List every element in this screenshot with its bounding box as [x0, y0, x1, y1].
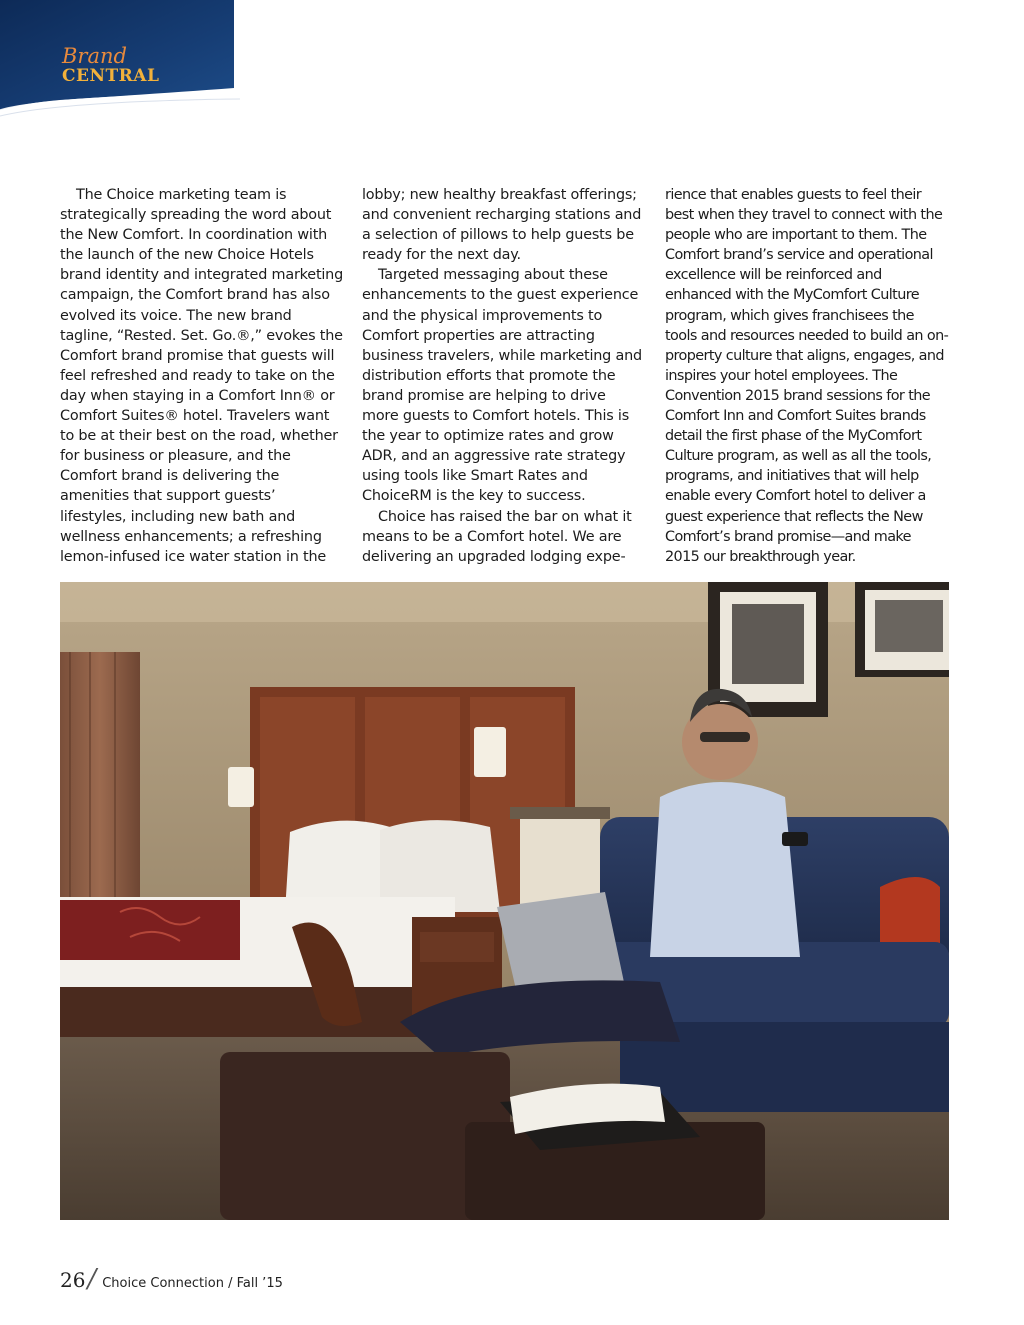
paragraph: Choice has raised the bar on what it means to be a Comfort hotel. We are delivering an upgraded lodging expe-: [362, 508, 632, 565]
article-column-3: [665, 185, 949, 567]
article-column-2: [362, 185, 646, 567]
paragraph: The Choice marketing team is strategically spreading the word about the New Comfort. In coordination with the launch of the new Choice Hotels brand identity and integrated marketing campaign, the Comfort brand has also evolved its voice. The new brand tagline, “Rested. Set. Go.®,” evokes the Comfort brand promise that guests will feel refreshed and ready to take on the day when staying in a Comfort Inn® or Comfort Suites® hotel. Travelers want to be at their best on the road, whether for business or pleasure, and the Comfort brand is delivering the amenities that support guests’ lifestyles, including new bath and wellness enhancements; a refreshing lemon-infused ice water station in the: [60, 187, 344, 565]
paragraph: Targeted messaging about these enhancements to the guest experience and the physical improvements to Comfort properties are attracting business travelers, while marketing and distribution efforts that promote the brand promise are helping to drive more guests to Comfort hotels. This is the year to optimize rates and grow ADR, and an aggressive rate strategy using tools like Smart Rates and ChoiceRM is the key to success.: [362, 267, 642, 505]
brand-central-word: CENTRAL: [62, 66, 160, 86]
hotel-room-photo: [60, 582, 949, 1220]
hotel-room-illustration: [60, 582, 949, 1220]
paragraph: lobby; new healthy breakfast offerings; and convenient recharging stations and a selection of pillows to help guests be ready for the next day.: [362, 187, 642, 264]
page-footer: [60, 1264, 283, 1294]
footer-slash: /: [87, 1264, 97, 1294]
article-column-1: [60, 185, 344, 567]
brand-word: Brand: [62, 44, 127, 68]
brand-central-header: [0, 0, 240, 120]
publication-name: Choice Connection / Fall ’15: [102, 1276, 283, 1291]
page-number: 26: [60, 1268, 86, 1292]
paragraph: rience that enables guests to feel their best when they travel to connect with the people who are important to them. The Comfort brand’s service and operational excellence will be reinforced and enhanced with the MyComfort Culture program, which gives franchisees the tools and resources needed to build an on-property culture that aligns, engages, and inspires your hotel employees. The Convention 2015 brand sessions for the Comfort Inn and Comfort Suites brands detail the first phase of the MyComfort Culture program, as well as all the tools, programs, and initiatives that will help enable every Comfort hotel to deliver a guest experience that reflects the New Comfort’s brand promise—and make 2015 our breakthrough year.: [665, 187, 949, 565]
